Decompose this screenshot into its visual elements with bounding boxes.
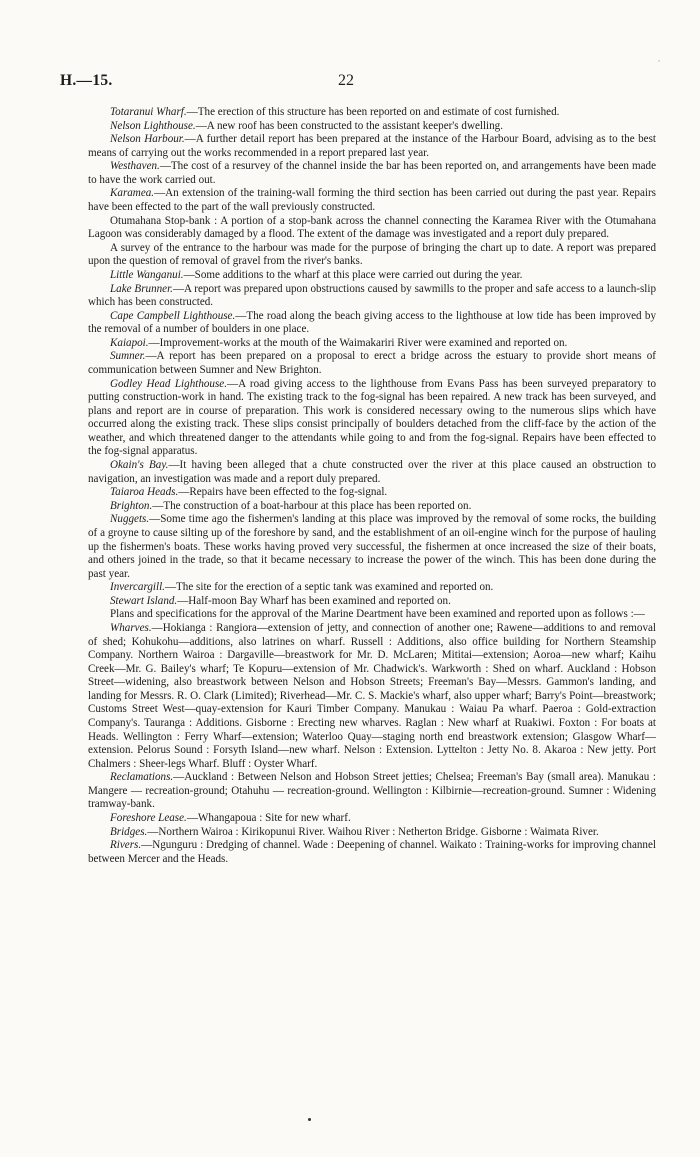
paragraph (88, 622, 656, 771)
paragraph-text: —Repairs have been effected to the fog-signal. (178, 486, 388, 499)
series-label: H.—15. (60, 72, 113, 89)
paragraph-text: —A report has been prepared on a proposal to erect a bridge across the estuary to provide short means of communication between Sumner and New Brighton. (88, 350, 656, 376)
paragraph (88, 486, 656, 500)
paragraph (88, 839, 656, 866)
paragraph-heading: Reclamations. (110, 771, 174, 784)
paragraph-text: —Some additions to the wharf at this place were carried out during the year. (183, 268, 523, 281)
paragraph-text: —The road along the beach giving access to the lighthouse at low tide has been improved by the removal of a number of boulders in one place. (88, 309, 657, 336)
paragraph-heading: Godley Head Lighthouse. (110, 377, 227, 390)
paragraph-text: —Some time ago the fishermen's landing at this place was improved by the removal of some rocks, the building of a groyne to cause silting up of the foreshore by sand, and the establishment of an oil-engine winch for the purpose of hauling up the fishermen's boats. These works having proved very successful, the fishermen at once increased the size of their boats, and others joined in the trade, so that it became necessary to increase the power of the winch. This has been done during the past year. (88, 513, 656, 580)
paragraph-heading: Totaranui Wharf. (110, 106, 187, 118)
paragraph-text: Otumahana Stop-bank : A portion of a stop-bank across the channel connecting the Karamea River with the Otumahana Lagoon was considerably damaged by a flood. The extent of the damage was investigated and a report duly prepared. (88, 214, 656, 241)
paragraph-text: —The erection of this structure has been reported on and estimate of cost furnished. (186, 106, 560, 118)
paragraph (88, 378, 656, 459)
paragraph-heading: Brighton. (110, 499, 153, 512)
paragraph-text: —A new roof has been constructed to the assistant keeper's dwelling. (195, 119, 503, 132)
paragraph-text: —Hokianga : Rangiora—extension of jetty, and connection of another one; Rawene—additions to and removal of shed; Kohukohu—additions, also latrines on wharf. Russell : Additions, also office building for Northern Steamship Company. Northern Wairoa : Dargaville—breastwork for Mr. D. McLaren; Mititai—extension; Aoroa—new wharf; Kaihu Creek—Mr. G. Bailey's wharf; Te Kopuru—extension of Mr. Chadwick's. Warkworth : Shed on wharf. Auckland : Hobson Street—widening, also breastwork between Nelson and Hobson Streets; Freeman's Bay—Messrs. Gammon's landing, and landing for Messrs. R. O. Clark (Limited); Riverhead—Mr. C. S. Mackie's wharf, also upper wharf; Barry's Point—breastwork; Customs Street West—quay-extension for Kauri Timber Company. Manukau : Waiau Pa wharf. Paeroa : Gold-extraction Company's. Tauranga : Additions. Gisborne : Erecting new wharves. Raglan : New wharf at Ruakiwi. Foxton : For boats at Heads. Wellington : Ferry Wharf—extension; Waterloo Quay—staging north end breastwork extension; Glasgow Wharf—extension. Pelorus Sound : Forsyth Island—new wharf. Nelson : Extension. Lyttelton : Jetty No. 8. Akaroa : New jetty. Port Chalmers : Sheer-legs Wharf. Bluff : Oyster Wharf. (88, 621, 656, 770)
paragraph-heading: Stewart Island. (110, 594, 178, 607)
paragraph (88, 187, 656, 214)
paragraph-heading: Wharves. (110, 621, 152, 634)
paragraph (88, 500, 656, 514)
paragraph (88, 133, 656, 160)
page-number: 22 (338, 72, 354, 89)
paragraph (88, 595, 656, 609)
paragraph (88, 215, 656, 242)
paragraph (88, 106, 656, 120)
paragraph-heading: Invercargill. (110, 581, 165, 594)
paragraph-heading: Little Wanganui. (110, 268, 184, 281)
paragraph-text: Plans and specifications for the approval of the Marine Deartment have been examined and reported upon as follows :— (110, 608, 645, 621)
paragraph (88, 608, 656, 622)
paragraph-text: —Ngunguru : Dredging of channel. Wade : Deepening of channel. Waikato : Training-works for improving channel between Mercer and the Heads. (88, 839, 656, 865)
paragraph-heading: Lake Brunner. (110, 282, 173, 295)
paragraph (88, 160, 656, 187)
paragraph-heading: Westhaven. (110, 160, 160, 173)
paragraph (88, 581, 656, 595)
paragraph (88, 350, 656, 377)
paragraph (88, 826, 656, 840)
paragraph-heading: Cape Campbell Lighthouse. (110, 309, 236, 322)
paragraph (88, 337, 656, 351)
paragraph-text: —A road giving access to the lighthouse from Evans Pass has been surveyed preparatory to putting construction-work in hand. The existing track to the fog-signal has been repaired. A new track has been surveyed, and plans and report are in course of preparation. This work is considered necessary owing to the numerous slips which have occurred along the existing track. These slips consist principally of boulders detached from the cliff-face by the action of the weather, and which threatened danger to the attendants while going to and from the fog-signal. Repairs have been effected to the fog-signal apparatus. (88, 377, 656, 458)
paragraph-text: —Northern Wairoa : Kirikopunui River. Waihou River : Netherton Bridge. Gisborne : Waimata River. (147, 825, 599, 838)
paragraph (88, 513, 656, 581)
paragraph (88, 269, 656, 283)
paragraph-text: —An extension of the training-wall forming the third section has been carried out during the past year. Repairs have been effected to the part of the wall previously constructed. (88, 187, 656, 214)
paragraph-text: —A further detail report has been prepared at the instance of the Harbour Board, advising as to the best means of carrying out the works recommended in a report prepared last year. (88, 133, 656, 159)
paragraph-text: —Half-moon Bay Wharf has been examined and reported on. (177, 594, 451, 607)
paragraph-text: —The cost of a resurvey of the channel inside the bar has been reported on, and arrangements have been made to have the work carried out. (88, 160, 656, 186)
paragraph-text: —It having been alleged that a chute constructed over the river at this place caused an obstruction to navigation, an investigation was made and a report duly prepared. (88, 459, 657, 485)
page-header (60, 72, 660, 96)
paragraph-heading: Nelson Harbour. (110, 133, 185, 146)
body-text (88, 106, 656, 866)
paragraph-text: A survey of the entrance to the harbour was made for the purpose of bringing the chart up to date. A report was prepared upon the question of removal of gravel from the river's banks. (88, 241, 656, 268)
paragraph (88, 242, 656, 269)
paragraph (88, 812, 656, 826)
paragraph-text: —The construction of a boat-harbour at this place has been reported on. (152, 499, 472, 512)
paragraph-heading: Foreshore Lease. (110, 812, 187, 825)
paragraph-text: —Auckland : Between Nelson and Hobson Street jetties; Chelsea; Freeman's Bay (small area). Manukau : Mangere — recreation-ground; Otahuhu — recreation-ground. Wellington : Kilbirnie—recreation-ground. Sumner : Widening tramway-bank. (88, 771, 656, 811)
paragraph-heading: Karamea. (110, 187, 155, 200)
paragraph-text: —Whangapoua : Site for new wharf. (186, 812, 351, 825)
paragraph-heading: Rivers. (110, 839, 142, 852)
paragraph-heading: Nelson Lighthouse. (110, 119, 196, 132)
paragraph (88, 310, 656, 337)
paragraph-heading: Okain's Bay. (110, 459, 169, 472)
paragraph-heading: Bridges. (110, 825, 148, 838)
paragraph (88, 771, 656, 812)
footer-mark (308, 1118, 311, 1121)
paper-speck (658, 60, 660, 62)
paragraph-heading: Nuggets. (110, 513, 150, 526)
paragraph-heading: Sumner. (110, 350, 146, 363)
paragraph-heading: Taiaroa Heads. (110, 486, 179, 499)
paragraph-text: —Improvement-works at the mouth of the Waimakariri River were examined and reported on. (148, 336, 568, 349)
paragraph-heading: Kaiapoi. (110, 336, 149, 349)
paragraph (88, 459, 656, 486)
paragraph-text: —A report was prepared upon obstructions caused by sawmills to the proper and safe access to a launch-slip which has been constructed. (88, 282, 656, 309)
paragraph-text: —The site for the erection of a septic tank was examined and reported on. (164, 581, 494, 594)
paragraph (88, 120, 656, 134)
paragraph (88, 283, 656, 310)
